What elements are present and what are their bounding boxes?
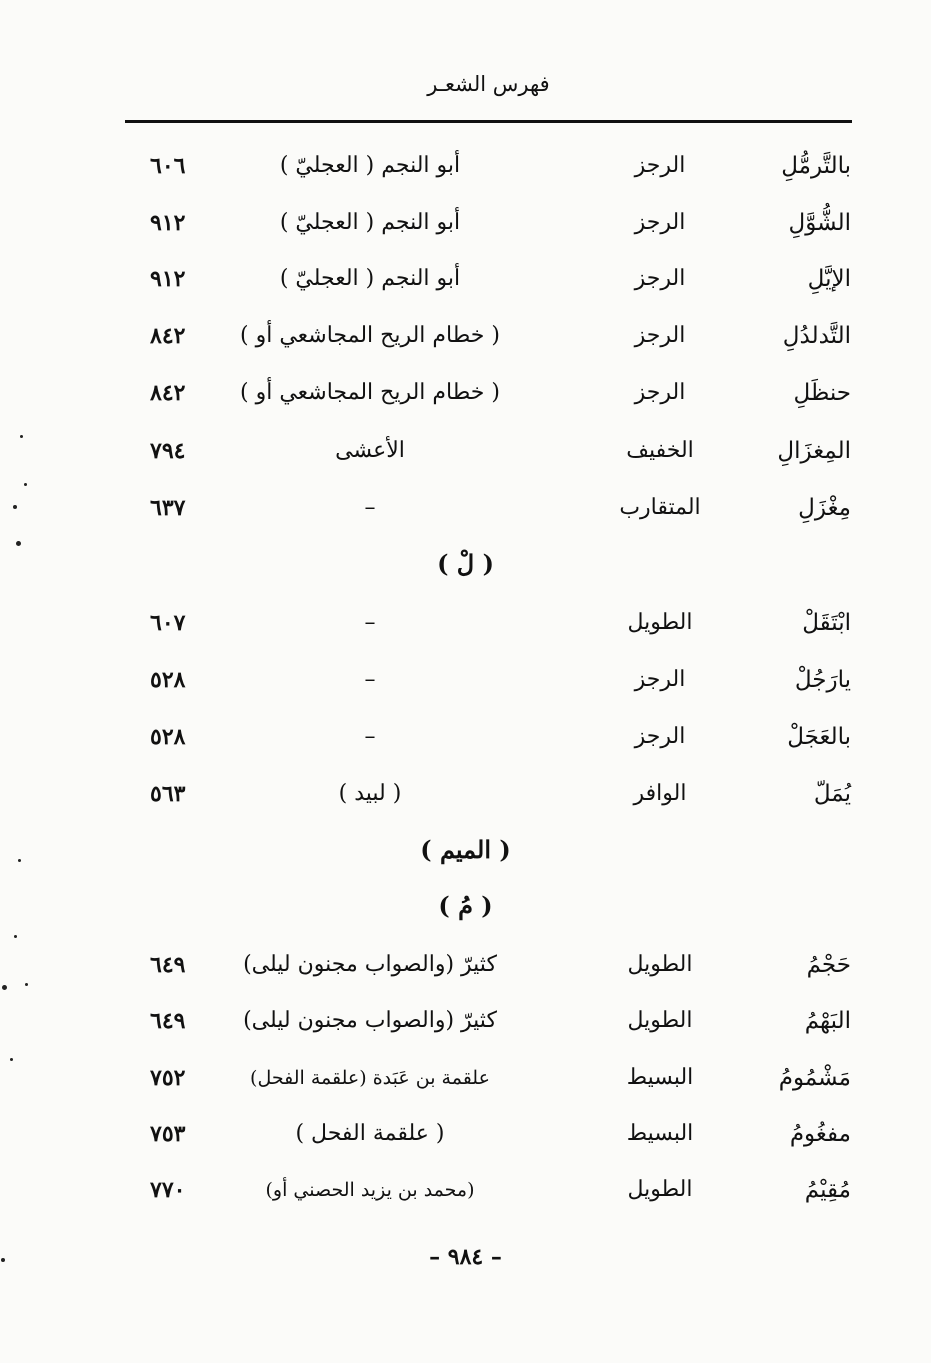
index-row — [0, 373, 931, 413]
meter: البسيط — [626, 1065, 694, 1090]
meter: الرجز — [634, 724, 686, 749]
page-ref: ٥٢٨ — [150, 667, 186, 693]
meter: البسيط — [626, 1121, 694, 1146]
page-ref: ٥٦٣ — [150, 781, 186, 807]
page-ref: ٦٤٩ — [150, 952, 186, 978]
rhyme-word: التَّدلدُلِ — [782, 323, 851, 349]
rhyme-word: بالتَّرمُّلِ — [781, 153, 851, 179]
scan-speck — [18, 859, 21, 862]
poet: (محمد بن يزيد الحصني أو) — [265, 1179, 475, 1201]
index-row — [0, 1058, 931, 1098]
meter: الرجز — [634, 323, 686, 348]
page-ref: ٧٩٤ — [150, 438, 186, 464]
meter: الطويل — [627, 1177, 693, 1202]
scan-speck — [20, 435, 23, 438]
section-heading-lam: ( لْ ) — [437, 549, 494, 578]
poet: ( خطام الريح المجاشعي أو ) — [240, 380, 500, 405]
rhyme-word: ابْتَقَلْ — [802, 610, 851, 636]
meter: الرجز — [634, 266, 686, 291]
poet: – — [364, 610, 376, 635]
scan-speck — [2, 985, 7, 990]
page-ref: ٦٣٧ — [150, 495, 186, 521]
rhyme-word: مفغُومُ — [789, 1121, 851, 1147]
index-row — [0, 259, 931, 299]
index-row — [0, 431, 931, 471]
header-rule — [125, 120, 852, 123]
poet: أبو النجم ( العجليّ ) — [279, 266, 461, 291]
meter: المتقارب — [619, 495, 701, 520]
meter: الرجز — [634, 667, 686, 692]
meter: الرجز — [634, 380, 686, 405]
index-row — [0, 488, 931, 528]
index-row — [0, 146, 931, 186]
poet: – — [364, 495, 376, 520]
page-ref: ٦٤٩ — [150, 1008, 186, 1034]
scan-speck — [16, 541, 21, 546]
page-ref: ٧٥٢ — [150, 1065, 186, 1091]
page-ref: ٩١٢ — [150, 266, 186, 292]
rhyme-word: البَهْمُ — [804, 1008, 851, 1034]
rhyme-word: مِغْزَلِ — [798, 495, 851, 521]
meter: الطويل — [627, 610, 693, 635]
page-ref: ٨٤٢ — [150, 323, 186, 349]
index-row — [0, 316, 931, 356]
rhyme-word: مَشْمُومُ — [778, 1065, 851, 1091]
poet: كثيرّ (والصواب مجنون ليلى) — [243, 952, 497, 977]
scan-speck — [14, 935, 17, 938]
scan-speck — [13, 505, 17, 509]
page-ref: ٩١٢ — [150, 210, 186, 236]
meter: الخفيف — [626, 438, 694, 463]
poet: كثيرّ (والصواب مجنون ليلى) — [243, 1008, 497, 1033]
rhyme-word: الشُّوَّلِ — [788, 210, 851, 236]
page-ref: ٨٤٢ — [150, 380, 186, 406]
index-row — [0, 1001, 931, 1041]
poet: أبو النجم ( العجليّ ) — [279, 210, 461, 235]
poet: – — [364, 724, 376, 749]
index-row — [0, 774, 931, 814]
subsection-heading-mim: ( مُ ) — [438, 891, 493, 920]
page-number: – ٩٨٤ – — [429, 1244, 502, 1270]
rhyme-word: بالعَجَلْ — [787, 724, 851, 750]
section-heading-mim: ( الميم ) — [420, 835, 511, 864]
page-ref: ٥٢٨ — [150, 724, 186, 750]
poet: ( علقمة الفحل ) — [295, 1121, 445, 1146]
rhyme-word: حنظَلِ — [793, 380, 851, 406]
index-row — [0, 203, 931, 243]
scan-speck — [24, 483, 27, 486]
scan-speck — [1, 1258, 5, 1262]
rhyme-word: المِغزَالِ — [777, 438, 851, 464]
meter: الرجز — [634, 153, 686, 178]
page-ref: ٧٥٣ — [150, 1121, 186, 1147]
rhyme-word: يُمَلّ — [813, 781, 851, 807]
poet: ( خطام الريح المجاشعي أو ) — [240, 323, 500, 348]
meter: الوافر — [633, 781, 687, 806]
index-row — [0, 945, 931, 985]
rhyme-word: يارَجُلْ — [794, 667, 851, 693]
index-row — [0, 603, 931, 643]
page-header-title: فهرس الشعـر — [427, 72, 550, 96]
index-row — [0, 717, 931, 757]
rhyme-word: الإيَّلِ — [807, 266, 851, 292]
meter: الطويل — [627, 1008, 693, 1033]
poet: – — [364, 667, 376, 692]
page-ref: ٧٧٠ — [150, 1177, 186, 1203]
rhyme-word: مُقِيْمُ — [804, 1177, 851, 1203]
rhyme-word: حَجْمُ — [806, 952, 851, 978]
scan-speck — [10, 1058, 13, 1061]
page-ref: ٦٠٧ — [150, 610, 186, 636]
scan-speck — [25, 983, 28, 986]
poet: الأعشى — [335, 438, 405, 463]
index-row — [0, 1170, 931, 1210]
page-ref: ٦٠٦ — [150, 153, 186, 179]
poet: ( لبيد ) — [338, 781, 402, 806]
meter: الرجز — [634, 210, 686, 235]
poet: أبو النجم ( العجليّ ) — [279, 153, 461, 178]
poet: علقمة بن عَبَدة (علقمة الفحل) — [250, 1067, 490, 1089]
meter: الطويل — [627, 952, 693, 977]
index-row — [0, 1114, 931, 1154]
index-row — [0, 660, 931, 700]
